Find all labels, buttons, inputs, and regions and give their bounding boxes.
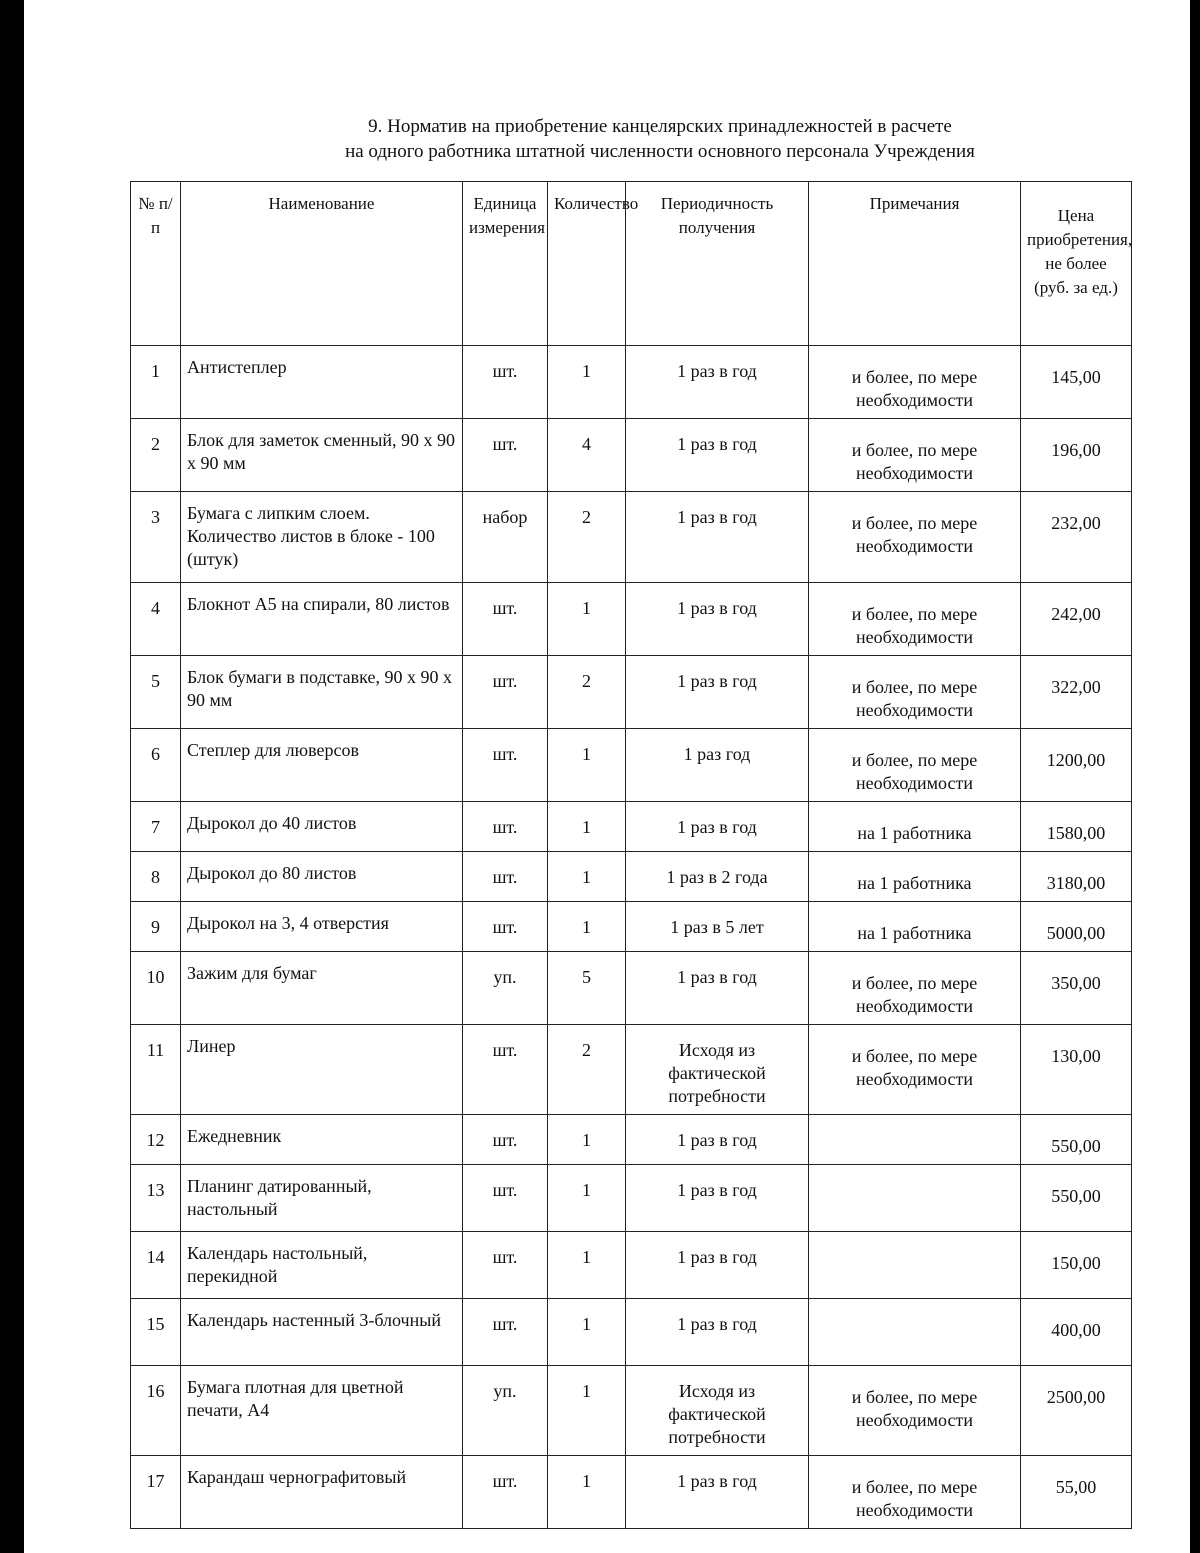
row-qty: 1 [548, 729, 626, 802]
row-period: 1 раз в год [626, 802, 809, 852]
row-note: и более, по мере необходимости [809, 492, 1021, 583]
row-note [809, 1165, 1021, 1232]
row-qty: 1 [548, 583, 626, 656]
row-period: 1 раз в год [626, 1456, 809, 1529]
row-name: Дырокол до 40 листов [181, 802, 463, 852]
row-note: и более, по мере необходимости [809, 729, 1021, 802]
row-price: 2500,00 [1021, 1366, 1132, 1456]
row-price: 150,00 [1021, 1232, 1132, 1299]
row-unit: шт. [463, 419, 548, 492]
row-unit: шт. [463, 583, 548, 656]
table-row [131, 1165, 1132, 1232]
row-name: Дырокол до 80 листов [181, 852, 463, 902]
title-line-2: на одного работника штатной численности основного персонала Учреждения [345, 141, 975, 162]
row-name: Календарь настенный 3-блочный [181, 1299, 463, 1366]
row-period: 1 раз в 2 года [626, 852, 809, 902]
table-row [131, 492, 1132, 583]
header-note: Примечания [809, 182, 1021, 346]
row-price: 145,00 [1021, 346, 1132, 419]
row-qty: 1 [548, 1165, 626, 1232]
row-unit: уп. [463, 952, 548, 1025]
table-row [131, 1115, 1132, 1165]
row-qty: 5 [548, 952, 626, 1025]
header-price: Цена приобретения, не более (руб. за ед.) [1021, 182, 1132, 346]
row-unit: шт. [463, 1025, 548, 1115]
table-row [131, 583, 1132, 656]
table-row [131, 656, 1132, 729]
row-note: на 1 работника [809, 852, 1021, 902]
row-qty: 1 [548, 802, 626, 852]
row-price: 196,00 [1021, 419, 1132, 492]
row-price: 1580,00 [1021, 802, 1132, 852]
row-name: Блок бумаги в подставке, 90 х 90 х 90 мм [181, 656, 463, 729]
row-unit: уп. [463, 1366, 548, 1456]
row-qty: 1 [548, 1299, 626, 1366]
row-note: и более, по мере необходимости [809, 419, 1021, 492]
row-name: Планинг датированный, настольный [181, 1165, 463, 1232]
table-row [131, 1299, 1132, 1366]
header-num: № п/п [131, 182, 181, 346]
row-period: 1 раз в год [626, 419, 809, 492]
row-num: 7 [131, 802, 181, 852]
row-note: и более, по мере необходимости [809, 346, 1021, 419]
row-num: 5 [131, 656, 181, 729]
row-period: 1 раз в год [626, 656, 809, 729]
row-period: 1 раз в год [626, 583, 809, 656]
row-num: 14 [131, 1232, 181, 1299]
title-line-1: 9. Норматив на приобретение канцелярских принадлежностей в расчете [368, 116, 952, 137]
row-num: 10 [131, 952, 181, 1025]
scan-edge-right [1190, 0, 1200, 1553]
row-name: Антистеплер [181, 346, 463, 419]
row-qty: 1 [548, 902, 626, 952]
row-num: 6 [131, 729, 181, 802]
row-note: и более, по мере необходимости [809, 1025, 1021, 1115]
table-row [131, 346, 1132, 419]
row-unit: шт. [463, 729, 548, 802]
row-price: 55,00 [1021, 1456, 1132, 1529]
row-num: 16 [131, 1366, 181, 1456]
row-unit: шт. [463, 656, 548, 729]
header-qty: Количество [548, 182, 626, 346]
row-num: 4 [131, 583, 181, 656]
row-unit: шт. [463, 802, 548, 852]
table-header-row [131, 182, 1132, 346]
row-num: 13 [131, 1165, 181, 1232]
header-name: Наименование [181, 182, 463, 346]
row-name: Блок для заметок сменный, 90 х 90 х 90 мм [181, 419, 463, 492]
row-qty: 4 [548, 419, 626, 492]
row-note: на 1 работника [809, 902, 1021, 952]
row-num: 2 [131, 419, 181, 492]
row-note: и более, по мере необходимости [809, 583, 1021, 656]
row-note: на 1 работника [809, 802, 1021, 852]
row-price: 232,00 [1021, 492, 1132, 583]
row-period: 1 раз в год [626, 1115, 809, 1165]
row-note: и более, по мере необходимости [809, 952, 1021, 1025]
row-period: Исходя из фактической потребности [626, 1025, 809, 1115]
header-period: Периодичность получения [626, 182, 809, 346]
table-row [131, 1456, 1132, 1529]
row-unit: шт. [463, 1165, 548, 1232]
row-num: 9 [131, 902, 181, 952]
scan-edge-left [0, 0, 24, 1553]
table-row [131, 1232, 1132, 1299]
norms-table [130, 181, 1132, 1529]
row-qty: 1 [548, 852, 626, 902]
row-price: 400,00 [1021, 1299, 1132, 1366]
row-price: 242,00 [1021, 583, 1132, 656]
row-name: Зажим для бумаг [181, 952, 463, 1025]
row-note [809, 1232, 1021, 1299]
row-period: 1 раз в 5 лет [626, 902, 809, 952]
row-unit: шт. [463, 1299, 548, 1366]
row-unit: шт. [463, 1456, 548, 1529]
table-row [131, 1366, 1132, 1456]
row-price: 3180,00 [1021, 852, 1132, 902]
row-name: Карандаш чернографитовый [181, 1456, 463, 1529]
row-unit: шт. [463, 346, 548, 419]
row-period: 1 раз в год [626, 952, 809, 1025]
row-price: 550,00 [1021, 1165, 1132, 1232]
row-period: 1 раз в год [626, 1299, 809, 1366]
table-row [131, 1025, 1132, 1115]
row-unit: набор [463, 492, 548, 583]
row-price: 5000,00 [1021, 902, 1132, 952]
row-num: 15 [131, 1299, 181, 1366]
row-price: 130,00 [1021, 1025, 1132, 1115]
row-unit: шт. [463, 1232, 548, 1299]
row-price: 322,00 [1021, 656, 1132, 729]
row-qty: 1 [548, 346, 626, 419]
row-note: и более, по мере необходимости [809, 1456, 1021, 1529]
row-price: 1200,00 [1021, 729, 1132, 802]
row-qty: 1 [548, 1366, 626, 1456]
row-name: Бумага плотная для цветной печати, А4 [181, 1366, 463, 1456]
row-period: 1 раз в год [626, 346, 809, 419]
row-note: и более, по мере необходимости [809, 1366, 1021, 1456]
row-unit: шт. [463, 1115, 548, 1165]
row-num: 8 [131, 852, 181, 902]
row-price: 550,00 [1021, 1115, 1132, 1165]
row-name: Линер [181, 1025, 463, 1115]
row-name: Степлер для люверсов [181, 729, 463, 802]
row-period: 1 раз в год [626, 492, 809, 583]
row-qty: 1 [548, 1232, 626, 1299]
header-unit: Единица измерения [463, 182, 548, 346]
table-row [131, 419, 1132, 492]
row-name: Дырокол на 3, 4 отверстия [181, 902, 463, 952]
row-unit: шт. [463, 902, 548, 952]
table-row [131, 802, 1132, 852]
row-name: Блокнот А5 на спирали, 80 листов [181, 583, 463, 656]
document-title [180, 114, 1140, 164]
row-num: 11 [131, 1025, 181, 1115]
row-qty: 2 [548, 1025, 626, 1115]
row-name: Бумага с липким слоем. Количество листов в блоке - 100 (штук) [181, 492, 463, 583]
table-row [131, 902, 1132, 952]
row-name: Календарь настольный, перекидной [181, 1232, 463, 1299]
row-period: 1 раз в год [626, 1165, 809, 1232]
row-qty: 1 [548, 1456, 626, 1529]
table-row [131, 852, 1132, 902]
row-note: и более, по мере необходимости [809, 656, 1021, 729]
row-period: 1 раз год [626, 729, 809, 802]
row-qty: 2 [548, 492, 626, 583]
row-num: 3 [131, 492, 181, 583]
row-unit: шт. [463, 852, 548, 902]
row-qty: 1 [548, 1115, 626, 1165]
row-price: 350,00 [1021, 952, 1132, 1025]
row-qty: 2 [548, 656, 626, 729]
row-num: 17 [131, 1456, 181, 1529]
table-row [131, 952, 1132, 1025]
row-name: Ежедневник [181, 1115, 463, 1165]
row-period: Исходя из фактической потребности [626, 1366, 809, 1456]
row-note [809, 1115, 1021, 1165]
row-note [809, 1299, 1021, 1366]
table-row [131, 729, 1132, 802]
row-period: 1 раз в год [626, 1232, 809, 1299]
row-num: 12 [131, 1115, 181, 1165]
row-num: 1 [131, 346, 181, 419]
